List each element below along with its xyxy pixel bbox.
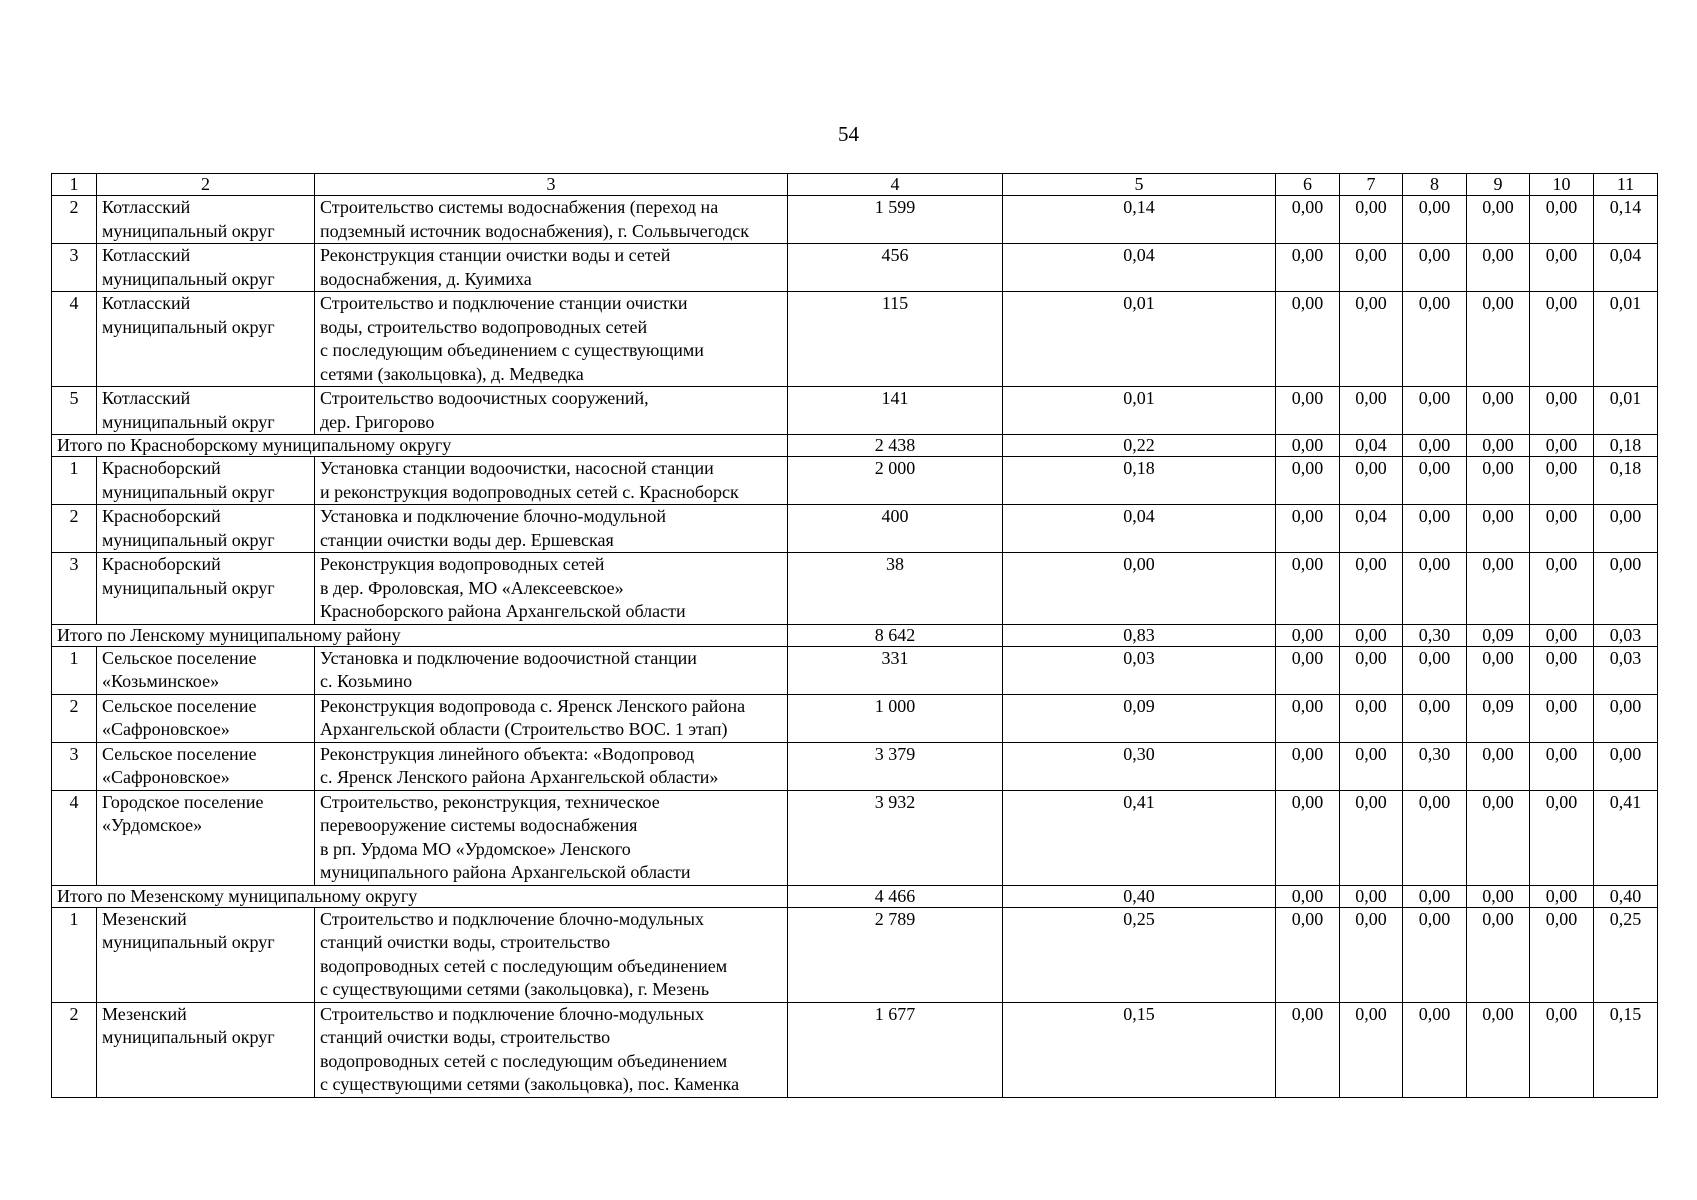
value-cell-11: 0,03 [1594,624,1658,646]
value-cell-7: 0,00 [1340,457,1403,505]
value-cell-7: 0,00 [1340,907,1403,1002]
value-cell-5: 0,30 [1003,742,1276,790]
value-cell-7: 0,00 [1340,885,1403,907]
municipality-cell: Сельское поселение «Козьминское» [97,646,315,694]
project-cell: Строительство и подключение станции очистки воды, строительство водопроводных сетей с последующим объединением с существующими сетями (закольцовка), д. Медведка [315,292,788,387]
value-cell-4: 8 642 [788,624,1003,646]
table-row [52,1002,1658,1097]
value-cell-8: 0,30 [1403,742,1467,790]
value-cell-7: 0,00 [1340,742,1403,790]
value-cell-8: 0,00 [1403,1002,1467,1097]
value-cell-11: 0,00 [1594,742,1658,790]
value-cell-9: 0,00 [1467,387,1530,435]
municipality-cell: Котласский муниципальный округ [97,196,315,244]
value-cell-11: 0,40 [1594,885,1658,907]
header-cell: 8 [1403,174,1467,196]
value-cell-10: 0,00 [1530,244,1594,292]
value-cell-7: 0,00 [1340,244,1403,292]
row-number: 5 [52,387,97,435]
municipality-cell: Мезенский муниципальный округ [97,907,315,1002]
value-cell-9: 0,00 [1467,646,1530,694]
value-cell-4: 3 932 [788,790,1003,885]
row-number: 3 [52,553,97,625]
header-cell: 6 [1276,174,1340,196]
value-cell-10: 0,00 [1530,505,1594,553]
value-cell-4: 115 [788,292,1003,387]
row-number: 3 [52,244,97,292]
value-cell-10: 0,00 [1530,646,1594,694]
project-cell: Установка и подключение блочно-модульной станции очистки воды дер. Ершевская [315,505,788,553]
value-cell-4: 3 379 [788,742,1003,790]
value-cell-9: 0,00 [1467,553,1530,625]
project-cell: Реконструкция водопроводных сетей в дер. Фроловская, МО «Алексеевское» Красноборского района Архангельской области [315,553,788,625]
value-cell-10: 0,00 [1530,292,1594,387]
value-cell-8: 0,00 [1403,505,1467,553]
page-number: 54 [838,122,859,146]
row-number: 2 [52,505,97,553]
project-cell: Строительство и подключение блочно-модульных станций очистки воды, строительство водопроводных сетей с последующим объединением с существующими сетями (закольцовка), пос. Каменка [315,1002,788,1097]
value-cell-6: 0,00 [1276,624,1340,646]
value-cell-10: 0,00 [1530,624,1594,646]
value-cell-5: 0,01 [1003,292,1276,387]
project-cell: Установка станции водоочистки, насосной станции и реконструкция водопроводных сетей с. Красноборск [315,457,788,505]
value-cell-6: 0,00 [1276,457,1340,505]
value-cell-11: 0,18 [1594,435,1658,457]
value-cell-6: 0,00 [1276,694,1340,742]
municipality-cell: Мезенский муниципальный округ [97,1002,315,1097]
project-cell: Реконструкция линейного объекта: «Водопровод с. Яренск Ленского района Архангельской области» [315,742,788,790]
value-cell-7: 0,00 [1340,1002,1403,1097]
value-cell-6: 0,00 [1276,387,1340,435]
value-cell-9: 0,00 [1467,292,1530,387]
value-cell-10: 0,00 [1530,907,1594,1002]
value-cell-10: 0,00 [1530,885,1594,907]
value-cell-5: 0,22 [1003,435,1276,457]
value-cell-10: 0,00 [1530,694,1594,742]
value-cell-8: 0,00 [1403,387,1467,435]
row-number: 2 [52,694,97,742]
row-number: 2 [52,196,97,244]
value-cell-10: 0,00 [1530,196,1594,244]
value-cell-6: 0,00 [1276,553,1340,625]
value-cell-5: 0,15 [1003,1002,1276,1097]
municipality-cell: Красноборский муниципальный округ [97,505,315,553]
value-cell-8: 0,00 [1403,435,1467,457]
value-cell-7: 0,04 [1340,435,1403,457]
municipality-cell: Котласский муниципальный округ [97,244,315,292]
header-row [52,174,1658,196]
project-cell: Строительство системы водоснабжения (переход на подземный источник водоснабжения), г. Сольвычегодск [315,196,788,244]
municipality-cell: Городское поселение «Урдомское» [97,790,315,885]
row-number: 4 [52,292,97,387]
row-number: 1 [52,907,97,1002]
municipality-cell: Котласский муниципальный округ [97,292,315,387]
value-cell-6: 0,00 [1276,292,1340,387]
header-cell: 11 [1594,174,1658,196]
value-cell-4: 331 [788,646,1003,694]
value-cell-8: 0,00 [1403,646,1467,694]
header-cell: 2 [97,174,315,196]
value-cell-11: 0,25 [1594,907,1658,1002]
header-cell: 5 [1003,174,1276,196]
value-cell-10: 0,00 [1530,1002,1594,1097]
header-cell: 1 [52,174,97,196]
value-cell-5: 0,00 [1003,553,1276,625]
municipality-cell: Сельское поселение «Сафроновское» [97,694,315,742]
subtotal-row [52,435,1658,457]
value-cell-8: 0,30 [1403,624,1467,646]
row-number: 3 [52,742,97,790]
value-cell-5: 0,83 [1003,624,1276,646]
table-row [52,505,1658,553]
project-cell: Реконструкция станции очистки воды и сетей водоснабжения, д. Куимиха [315,244,788,292]
value-cell-10: 0,00 [1530,387,1594,435]
value-cell-5: 0,09 [1003,694,1276,742]
value-cell-5: 0,04 [1003,244,1276,292]
subtotal-row [52,624,1658,646]
value-cell-6: 0,00 [1276,244,1340,292]
value-cell-6: 0,00 [1276,1002,1340,1097]
value-cell-4: 2 000 [788,457,1003,505]
header-cell: 3 [315,174,788,196]
value-cell-4: 38 [788,553,1003,625]
municipality-cell: Сельское поселение «Сафроновское» [97,742,315,790]
subtotal-label: Итого по Мезенскому муниципальному округу [52,885,788,907]
value-cell-11: 0,15 [1594,1002,1658,1097]
value-cell-9: 0,00 [1467,435,1530,457]
value-cell-8: 0,00 [1403,244,1467,292]
value-cell-11: 0,00 [1594,505,1658,553]
table-row [52,553,1658,625]
table-row [52,387,1658,435]
table-row [52,907,1658,1002]
subtotal-label: Итого по Красноборскому муниципальному округу [52,435,788,457]
header-cell: 9 [1467,174,1530,196]
value-cell-9: 0,00 [1467,244,1530,292]
value-cell-8: 0,00 [1403,885,1467,907]
subtotal-label: Итого по Ленскому муниципальному району [52,624,788,646]
value-cell-8: 0,00 [1403,907,1467,1002]
value-cell-6: 0,00 [1276,907,1340,1002]
value-cell-7: 0,00 [1340,292,1403,387]
value-cell-6: 0,00 [1276,790,1340,885]
value-cell-9: 0,00 [1467,885,1530,907]
value-cell-5: 0,41 [1003,790,1276,885]
row-number: 2 [52,1002,97,1097]
project-cell: Строительство и подключение блочно-модульных станций очистки воды, строительство водопроводных сетей с последующим объединением с существующими сетями (закольцовка), г. Мезень [315,907,788,1002]
table-body [52,196,1658,1098]
value-cell-4: 2 438 [788,435,1003,457]
municipality-cell: Красноборский муниципальный округ [97,457,315,505]
table-row [52,457,1658,505]
value-cell-10: 0,00 [1530,553,1594,625]
value-cell-9: 0,00 [1467,457,1530,505]
municipality-cell: Красноборский муниципальный округ [97,553,315,625]
value-cell-11: 0,00 [1594,553,1658,625]
value-cell-6: 0,00 [1276,435,1340,457]
value-cell-10: 0,00 [1530,790,1594,885]
project-cell: Строительство водоочистных сооружений, дер. Григорово [315,387,788,435]
table-row [52,646,1658,694]
project-cell: Строительство, реконструкция, техническое перевооружение системы водоснабжения в рп. Урдома МО «Урдомское» Ленского муниципального района Архангельской области [315,790,788,885]
value-cell-5: 0,18 [1003,457,1276,505]
value-cell-7: 0,04 [1340,505,1403,553]
value-cell-4: 1 599 [788,196,1003,244]
municipality-cell: Котласский муниципальный округ [97,387,315,435]
value-cell-11: 0,41 [1594,790,1658,885]
header-cell: 4 [788,174,1003,196]
value-cell-10: 0,00 [1530,435,1594,457]
header-cell: 7 [1340,174,1403,196]
value-cell-4: 2 789 [788,907,1003,1002]
value-cell-8: 0,00 [1403,292,1467,387]
project-cell: Реконструкция водопровода с. Яренск Ленского района Архангельской области (Строительство ВОС. 1 этап) [315,694,788,742]
value-cell-11: 0,18 [1594,457,1658,505]
value-cell-7: 0,00 [1340,790,1403,885]
value-cell-11: 0,04 [1594,244,1658,292]
value-cell-8: 0,00 [1403,790,1467,885]
value-cell-11: 0,00 [1594,694,1658,742]
value-cell-6: 0,00 [1276,505,1340,553]
value-cell-11: 0,01 [1594,387,1658,435]
header-cell: 10 [1530,174,1594,196]
value-cell-10: 0,00 [1530,742,1594,790]
table-row [52,196,1658,244]
value-cell-4: 1 000 [788,694,1003,742]
value-cell-4: 1 677 [788,1002,1003,1097]
value-cell-7: 0,00 [1340,624,1403,646]
value-cell-6: 0,00 [1276,646,1340,694]
value-cell-7: 0,00 [1340,553,1403,625]
value-cell-7: 0,00 [1340,694,1403,742]
value-cell-11: 0,01 [1594,292,1658,387]
value-cell-9: 0,00 [1467,196,1530,244]
value-cell-8: 0,00 [1403,196,1467,244]
table-row [52,244,1658,292]
row-number: 1 [52,457,97,505]
value-cell-5: 0,01 [1003,387,1276,435]
value-cell-6: 0,00 [1276,196,1340,244]
table-row [52,694,1658,742]
value-cell-11: 0,03 [1594,646,1658,694]
subtotal-row [52,885,1658,907]
value-cell-8: 0,00 [1403,694,1467,742]
value-cell-4: 141 [788,387,1003,435]
value-cell-7: 0,00 [1340,646,1403,694]
value-cell-5: 0,03 [1003,646,1276,694]
value-cell-7: 0,00 [1340,196,1403,244]
project-cell: Установка и подключение водоочистной станции с. Козьмино [315,646,788,694]
value-cell-9: 0,00 [1467,742,1530,790]
value-cell-11: 0,14 [1594,196,1658,244]
value-cell-4: 4 466 [788,885,1003,907]
data-table [51,173,1658,1098]
value-cell-5: 0,14 [1003,196,1276,244]
value-cell-9: 0,09 [1467,694,1530,742]
value-cell-8: 0,00 [1403,553,1467,625]
value-cell-5: 0,04 [1003,505,1276,553]
value-cell-4: 400 [788,505,1003,553]
value-cell-7: 0,00 [1340,387,1403,435]
value-cell-6: 0,00 [1276,885,1340,907]
value-cell-5: 0,40 [1003,885,1276,907]
row-number: 1 [52,646,97,694]
value-cell-9: 0,00 [1467,505,1530,553]
table-row [52,742,1658,790]
value-cell-9: 0,00 [1467,907,1530,1002]
value-cell-10: 0,00 [1530,457,1594,505]
value-cell-6: 0,00 [1276,742,1340,790]
value-cell-9: 0,00 [1467,790,1530,885]
value-cell-9: 0,09 [1467,624,1530,646]
row-number: 4 [52,790,97,885]
table-row [52,292,1658,387]
value-cell-8: 0,00 [1403,457,1467,505]
table-row [52,790,1658,885]
value-cell-5: 0,25 [1003,907,1276,1002]
value-cell-4: 456 [788,244,1003,292]
value-cell-9: 0,00 [1467,1002,1530,1097]
